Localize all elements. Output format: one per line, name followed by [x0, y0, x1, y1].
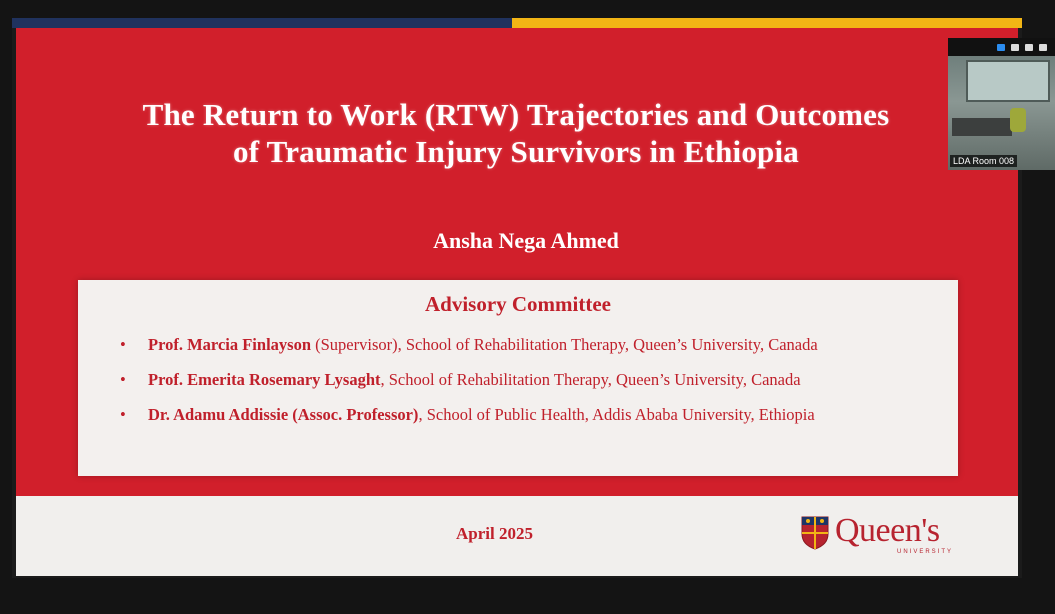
bullet-icon: •: [120, 370, 126, 389]
committee-member: [118, 369, 948, 391]
author-name: Ansha Nega Ahmed: [433, 228, 619, 253]
camera-icon[interactable]: [997, 44, 1005, 51]
grid-icon[interactable]: [1039, 44, 1047, 51]
slide-footer: [16, 496, 1018, 576]
menu-icon[interactable]: [1025, 44, 1033, 51]
room-camera-feed: [948, 56, 1055, 170]
top-accent-blue: [12, 18, 512, 28]
presentation-date: April 2025: [456, 524, 533, 543]
member-name: Prof. Marcia Finlayson: [148, 335, 312, 354]
title-line-2: of Traumatic Injury Survivors in Ethiopia: [233, 134, 799, 169]
queens-crest-icon: [801, 516, 829, 550]
logo-wordmark: Queen's: [835, 512, 940, 549]
member-details: , School of Public Health, Addis Ababa University, Ethiopia: [418, 405, 815, 424]
participant-video-tile[interactable]: [948, 38, 1055, 170]
member-details: (Supervisor), School of Rehabilitation Therapy, Queen’s University, Canada: [311, 335, 818, 354]
committee-member: [118, 404, 948, 426]
member-name: Prof. Emerita Rosemary Lysaght: [148, 370, 381, 389]
screen-share-icon[interactable]: [1011, 44, 1019, 51]
title-line-1: The Return to Work (RTW) Trajectories and Outcomes: [142, 97, 890, 132]
top-accent-gold: [512, 18, 1022, 28]
logo-subtitle: UNIVERSITY: [897, 549, 954, 555]
room-display: [966, 60, 1050, 102]
advisory-committee-box: [78, 280, 958, 476]
bullet-icon: •: [120, 335, 126, 354]
member-name: Dr. Adamu Addissie (Assoc. Professor): [148, 405, 419, 424]
member-details: , School of Rehabilitation Therapy, Queen’s University, Canada: [380, 370, 801, 389]
bullet-icon: •: [120, 405, 126, 424]
committee-heading: Advisory Committee: [424, 292, 612, 316]
participant-label: LDA Room 008: [950, 155, 1017, 167]
presentation-screen: [12, 18, 1022, 578]
room-desk: [952, 118, 1012, 136]
committee-member: [118, 334, 948, 356]
tile-toolbar: [948, 38, 1055, 56]
slide-body: [16, 28, 1018, 496]
committee-list: [118, 334, 948, 439]
slide-title: [56, 96, 976, 170]
queens-university-logo: [801, 514, 971, 560]
room-chair: [1010, 108, 1026, 132]
